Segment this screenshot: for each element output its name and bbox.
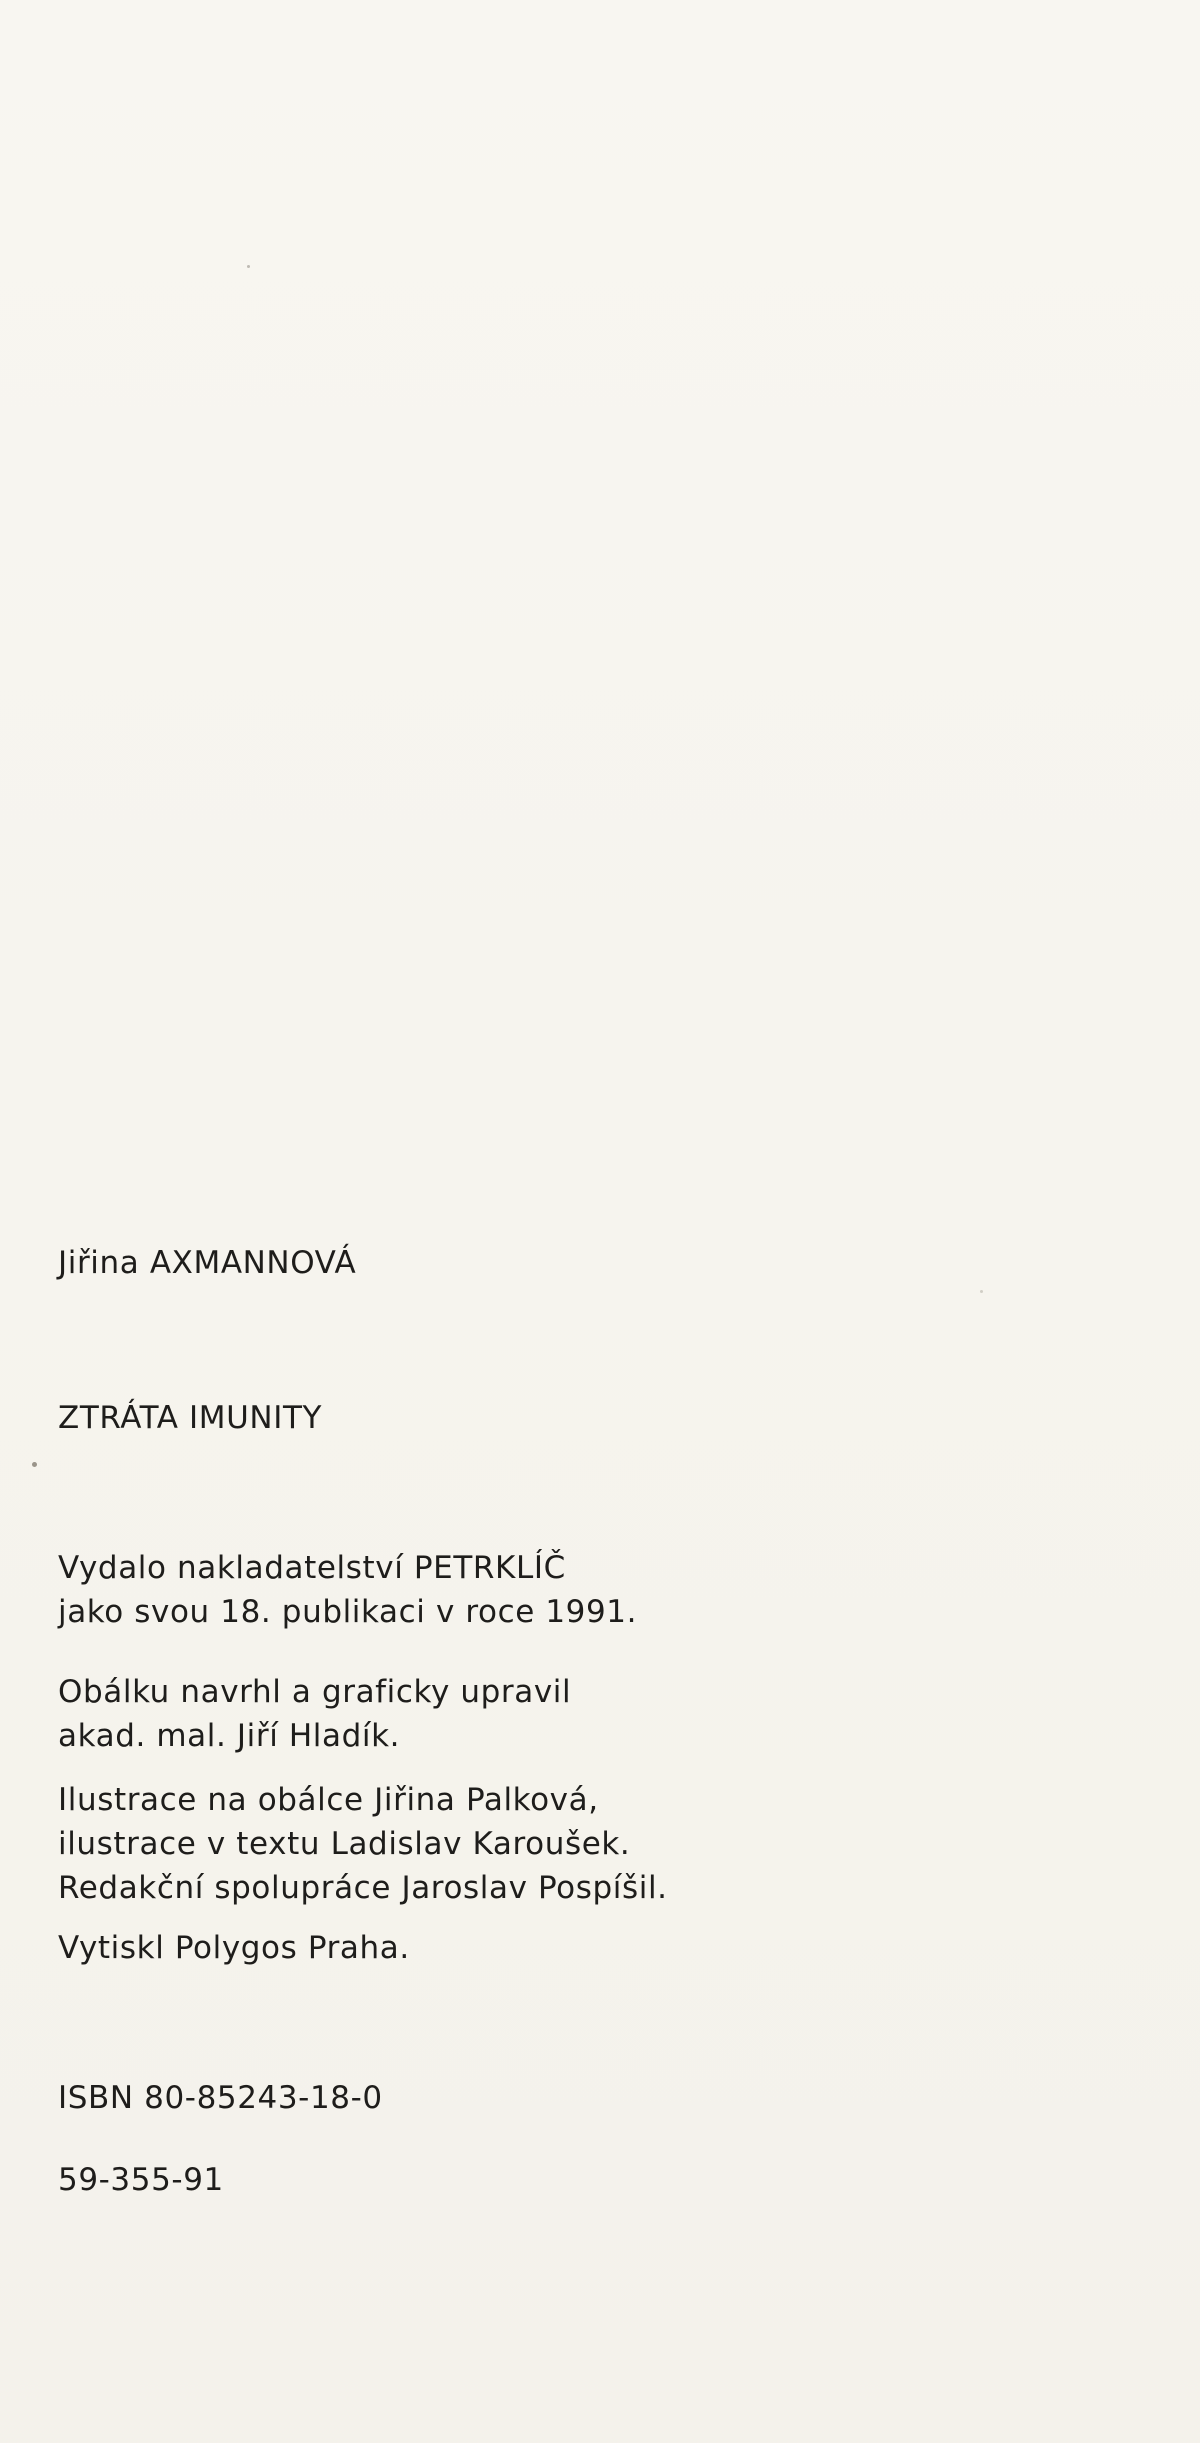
illustrations-line-1: Ilustrace na obálce Jiřina Palková, — [58, 1782, 599, 1818]
book-title: ZTRÁTA IMUNITY — [58, 1400, 323, 1436]
cover-design-line-1: Obálku navrhl a graficky upravil — [58, 1674, 572, 1710]
paper-speck — [980, 1290, 983, 1293]
author-line — [58, 1245, 357, 1281]
printer-line: Vytiskl Polygos Praha. — [58, 1930, 410, 1966]
illustrations-line-2: ilustrace v textu Ladislav Karoušek. — [58, 1826, 631, 1862]
author-last-name: AXMANNOVÁ — [149, 1245, 357, 1281]
editorial-line: Redakční spolupráce Jaroslav Pospíšil. — [58, 1870, 668, 1906]
publisher-line-1: Vydalo nakladatelství PETRKLÍČ — [58, 1550, 566, 1586]
cover-design-line-2: akad. mal. Jiří Hladík. — [58, 1718, 401, 1754]
catalog-number: 59-355-91 — [58, 2162, 224, 2198]
paper-speck — [247, 265, 250, 268]
author-first-name: Jiřina — [58, 1245, 140, 1281]
isbn-line: ISBN 80-85243-18-0 — [58, 2080, 383, 2116]
publisher-line-2: jako svou 18. publikaci v roce 1991. — [58, 1594, 638, 1630]
paper-speck — [32, 1462, 37, 1467]
